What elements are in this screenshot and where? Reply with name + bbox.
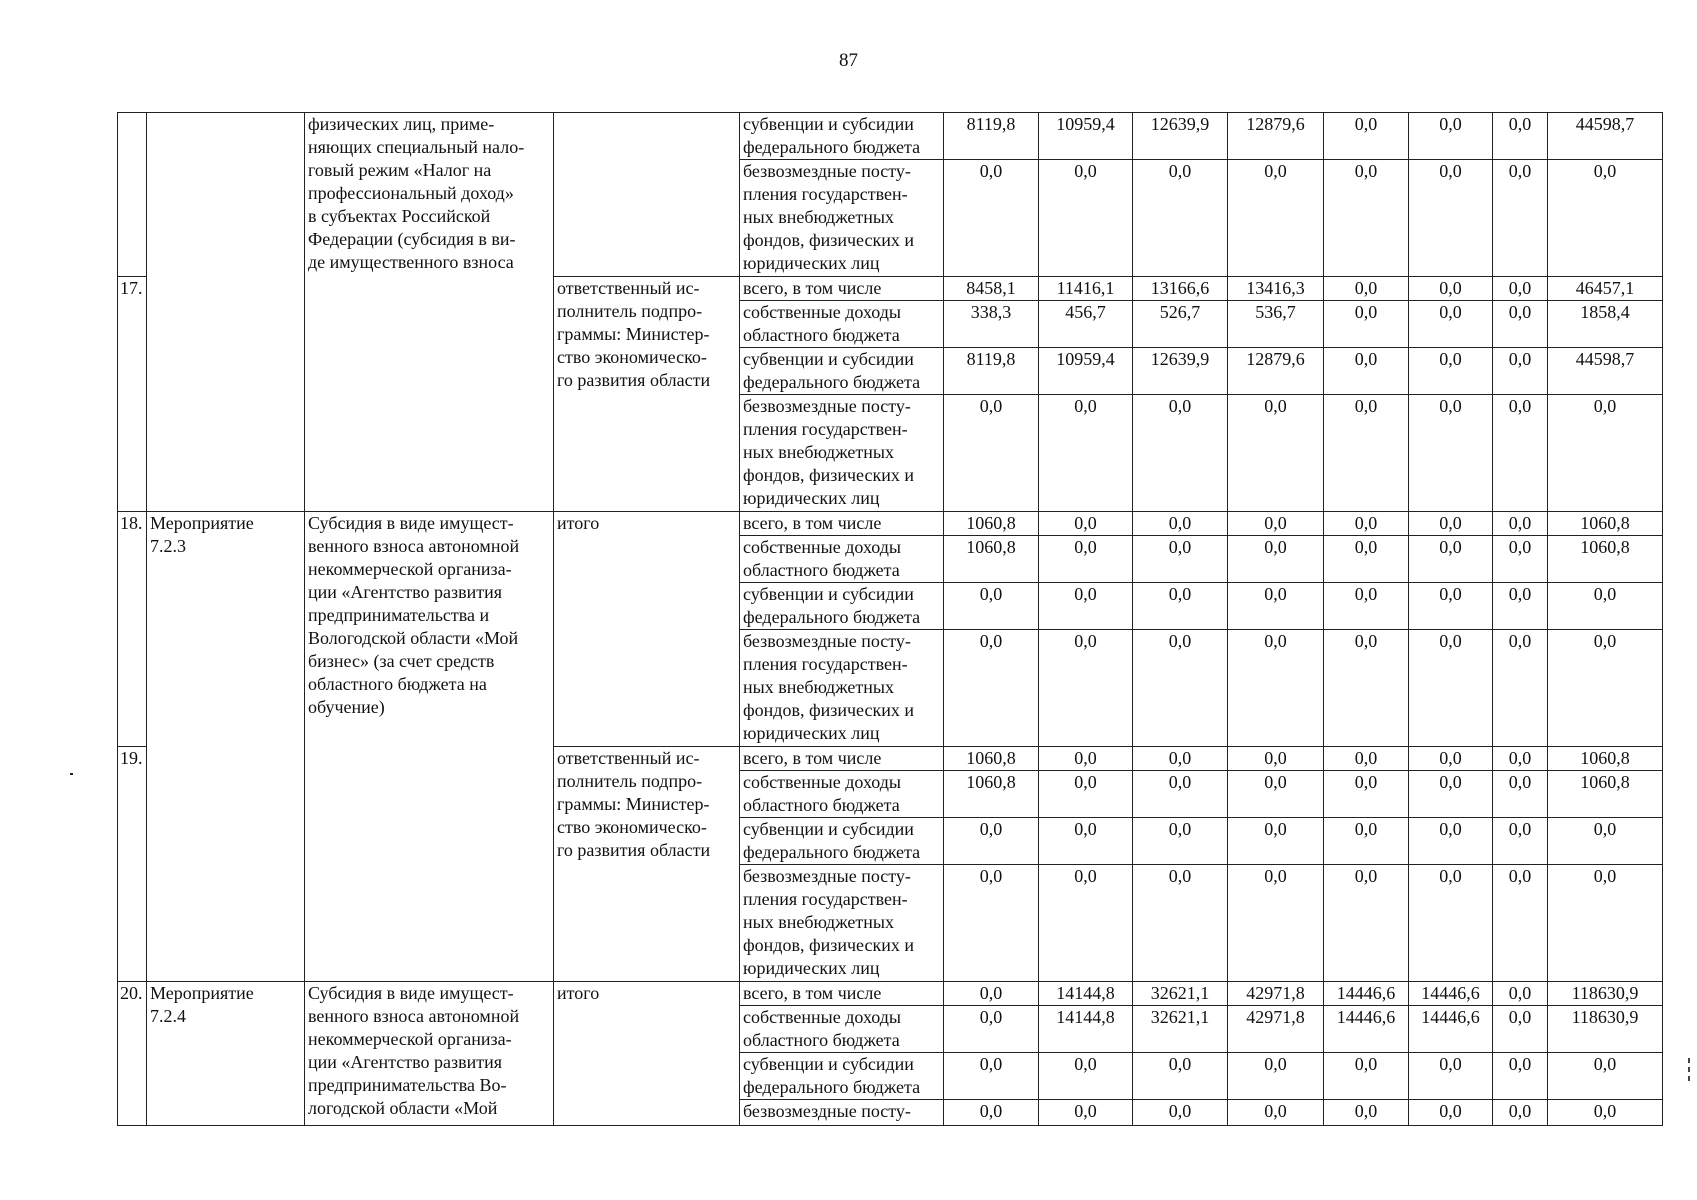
value-cell: 14446,6: [1324, 1006, 1409, 1053]
value-cell: 0,0: [1409, 583, 1493, 630]
value-cell: 0,0: [1493, 113, 1548, 160]
value-cell: 0,0: [1039, 1053, 1133, 1100]
value-cell: 0,0: [1133, 583, 1228, 630]
value-cell: 42971,8: [1228, 982, 1324, 1006]
event-description-cell: Субсидия в виде имущест- венного взноса автономной некоммерческой организа- ции «Агентство развития предпринимательства и Вологодской области «Мой бизнес» (за счет средств областного бюджета на обучение): [305, 512, 554, 982]
row-number-cell: 18.: [118, 512, 147, 747]
funding-source-cell: безвозмездные посту-: [740, 1100, 944, 1126]
value-cell: 1060,8: [1548, 536, 1663, 583]
value-cell: 13416,3: [1228, 277, 1324, 301]
value-cell: 118630,9: [1548, 982, 1663, 1006]
funding-source-cell: всего, в том числе: [740, 512, 944, 536]
value-cell: 44598,7: [1548, 113, 1663, 160]
table-row: [118, 982, 1663, 1006]
value-cell: 0,0: [944, 630, 1039, 747]
funding-source-cell: субвенции и субсидии федерального бюджета: [740, 1053, 944, 1100]
value-cell: 0,0: [1324, 630, 1409, 747]
executor-cell: итого: [554, 982, 740, 1126]
value-cell: 0,0: [1493, 630, 1548, 747]
value-cell: 0,0: [1133, 1053, 1228, 1100]
value-cell: 10959,4: [1039, 113, 1133, 160]
value-cell: 14446,6: [1409, 1006, 1493, 1053]
value-cell: 0,0: [1493, 818, 1548, 865]
value-cell: 0,0: [1493, 536, 1548, 583]
event-description-cell: физических лиц, приме- няющих специальный нало- говый режим «Налог на профессиональный доход» в субъектах Российской Федерации (субсидия в ви- де имущественного взноса: [305, 113, 554, 512]
value-cell: 14446,6: [1409, 982, 1493, 1006]
value-cell: 0,0: [944, 395, 1039, 512]
funding-source-cell: безвозмездные посту- пления государствен- ных внебюджетных фондов, физических и юридических лиц: [740, 395, 944, 512]
value-cell: 456,7: [1039, 301, 1133, 348]
value-cell: 1858,4: [1548, 301, 1663, 348]
value-cell: 0,0: [1039, 160, 1133, 277]
value-cell: 0,0: [1493, 160, 1548, 277]
value-cell: 0,0: [1228, 747, 1324, 771]
funding-source-cell: субвенции и субсидии федерального бюджета: [740, 583, 944, 630]
value-cell: 0,0: [1133, 395, 1228, 512]
value-cell: 0,0: [1133, 160, 1228, 277]
executor-cell: ответственный ис- полнитель подпро- граммы: Министер- ство экономическо- го развития области: [554, 277, 740, 512]
value-cell: 0,0: [1324, 771, 1409, 818]
value-cell: 12879,6: [1228, 348, 1324, 395]
value-cell: 32621,1: [1133, 1006, 1228, 1053]
value-cell: 118630,9: [1548, 1006, 1663, 1053]
value-cell: 11416,1: [1039, 277, 1133, 301]
value-cell: 12639,9: [1133, 348, 1228, 395]
funding-source-cell: собственные доходы областного бюджета: [740, 536, 944, 583]
row-number-cell: 17.: [118, 277, 147, 512]
value-cell: 0,0: [1409, 536, 1493, 583]
value-cell: 0,0: [1039, 865, 1133, 982]
value-cell: 0,0: [1409, 1053, 1493, 1100]
funding-source-cell: субвенции и субсидии федерального бюджета: [740, 818, 944, 865]
value-cell: 0,0: [1228, 395, 1324, 512]
executor-cell: итого: [554, 512, 740, 747]
value-cell: 0,0: [1493, 747, 1548, 771]
value-cell: 0,0: [1324, 160, 1409, 277]
event-description-cell: Субсидия в виде имущест- венного взноса автономной некоммерческой организа- ции «Агентство развития предпринимательства Во- логодской области «Мой: [305, 982, 554, 1126]
value-cell: 0,0: [1409, 395, 1493, 512]
value-cell: 14144,8: [1039, 982, 1133, 1006]
value-cell: 0,0: [1493, 512, 1548, 536]
value-cell: 8119,8: [944, 113, 1039, 160]
value-cell: 8458,1: [944, 277, 1039, 301]
value-cell: 0,0: [1228, 818, 1324, 865]
funding-source-cell: субвенции и субсидии федерального бюджета: [740, 113, 944, 160]
value-cell: 0,0: [1409, 771, 1493, 818]
value-cell: 0,0: [1228, 160, 1324, 277]
value-cell: 14446,6: [1324, 982, 1409, 1006]
value-cell: 0,0: [1409, 113, 1493, 160]
value-cell: 8119,8: [944, 348, 1039, 395]
value-cell: 0,0: [1324, 818, 1409, 865]
value-cell: 0,0: [1324, 747, 1409, 771]
value-cell: 0,0: [1324, 512, 1409, 536]
value-cell: 0,0: [1493, 1100, 1548, 1126]
value-cell: 0,0: [1548, 818, 1663, 865]
value-cell: 0,0: [1409, 277, 1493, 301]
value-cell: 1060,8: [944, 771, 1039, 818]
value-cell: 0,0: [1324, 583, 1409, 630]
value-cell: 0,0: [1133, 865, 1228, 982]
funding-source-cell: безвозмездные посту- пления государствен- ных внебюджетных фондов, физических и юридических лиц: [740, 160, 944, 277]
value-cell: 13166,6: [1133, 277, 1228, 301]
table-row: [118, 113, 1663, 160]
value-cell: 0,0: [1228, 771, 1324, 818]
value-cell: 0,0: [1228, 630, 1324, 747]
funding-source-cell: собственные доходы областного бюджета: [740, 1006, 944, 1053]
executor-cell: [554, 113, 740, 277]
value-cell: 0,0: [1133, 536, 1228, 583]
value-cell: 0,0: [1039, 1100, 1133, 1126]
value-cell: 1060,8: [944, 512, 1039, 536]
value-cell: 0,0: [1493, 277, 1548, 301]
value-cell: 0,0: [1324, 536, 1409, 583]
value-cell: 0,0: [1228, 1100, 1324, 1126]
budget-table: [117, 112, 1663, 1126]
value-cell: 0,0: [944, 982, 1039, 1006]
value-cell: 0,0: [1409, 818, 1493, 865]
value-cell: 0,0: [1324, 277, 1409, 301]
value-cell: 0,0: [1039, 818, 1133, 865]
funding-source-cell: собственные доходы областного бюджета: [740, 301, 944, 348]
value-cell: 0,0: [1039, 583, 1133, 630]
value-cell: 0,0: [1228, 1053, 1324, 1100]
value-cell: 0,0: [1548, 395, 1663, 512]
value-cell: 0,0: [1039, 771, 1133, 818]
value-cell: 0,0: [1133, 747, 1228, 771]
value-cell: 0,0: [1324, 113, 1409, 160]
funding-source-cell: безвозмездные посту- пления государствен- ных внебюджетных фондов, физических и юридических лиц: [740, 865, 944, 982]
value-cell: 0,0: [1493, 583, 1548, 630]
value-cell: 0,0: [1493, 301, 1548, 348]
value-cell: 0,0: [1493, 865, 1548, 982]
value-cell: 0,0: [1324, 395, 1409, 512]
value-cell: 0,0: [944, 1100, 1039, 1126]
value-cell: 0,0: [1133, 818, 1228, 865]
value-cell: 0,0: [1133, 512, 1228, 536]
value-cell: 0,0: [1548, 1100, 1663, 1126]
scan-edge-mark: [1688, 1067, 1690, 1072]
value-cell: 12639,9: [1133, 113, 1228, 160]
value-cell: 0,0: [1493, 771, 1548, 818]
value-cell: 0,0: [1493, 982, 1548, 1006]
funding-source-cell: всего, в том числе: [740, 982, 944, 1006]
value-cell: 1060,8: [1548, 771, 1663, 818]
funding-source-cell: всего, в том числе: [740, 747, 944, 771]
row-number-cell: [118, 113, 147, 277]
value-cell: 0,0: [1039, 512, 1133, 536]
value-cell: 0,0: [1133, 771, 1228, 818]
value-cell: 44598,7: [1548, 348, 1663, 395]
value-cell: 536,7: [1228, 301, 1324, 348]
value-cell: 0,0: [1324, 1053, 1409, 1100]
value-cell: 0,0: [1548, 160, 1663, 277]
value-cell: 0,0: [944, 865, 1039, 982]
value-cell: 0,0: [1228, 536, 1324, 583]
value-cell: 0,0: [1039, 536, 1133, 583]
event-code-cell: Мероприятие 7.2.3: [147, 512, 305, 982]
budget-table-body: [118, 113, 1663, 1126]
value-cell: 12879,6: [1228, 113, 1324, 160]
value-cell: 10959,4: [1039, 348, 1133, 395]
value-cell: 0,0: [1228, 512, 1324, 536]
value-cell: 0,0: [1039, 630, 1133, 747]
scan-speck: [70, 773, 73, 775]
value-cell: 0,0: [1409, 865, 1493, 982]
value-cell: 0,0: [1228, 865, 1324, 982]
scan-edge-mark: [1688, 1076, 1690, 1081]
value-cell: 0,0: [1493, 1053, 1548, 1100]
value-cell: 0,0: [1324, 348, 1409, 395]
value-cell: 0,0: [1039, 747, 1133, 771]
value-cell: 0,0: [1493, 1006, 1548, 1053]
value-cell: 0,0: [1228, 583, 1324, 630]
value-cell: 42971,8: [1228, 1006, 1324, 1053]
value-cell: 526,7: [1133, 301, 1228, 348]
value-cell: 0,0: [1409, 160, 1493, 277]
value-cell: 0,0: [1039, 395, 1133, 512]
value-cell: 0,0: [1409, 747, 1493, 771]
event-code-cell: [147, 113, 305, 512]
scan-edge-mark: [1688, 1058, 1690, 1063]
value-cell: 0,0: [1548, 630, 1663, 747]
table-row: [118, 512, 1663, 536]
value-cell: 0,0: [1324, 1100, 1409, 1126]
value-cell: 0,0: [1133, 1100, 1228, 1126]
value-cell: 0,0: [944, 818, 1039, 865]
value-cell: 0,0: [1409, 301, 1493, 348]
value-cell: 0,0: [944, 160, 1039, 277]
value-cell: 0,0: [1548, 1053, 1663, 1100]
value-cell: 0,0: [1324, 865, 1409, 982]
funding-source-cell: собственные доходы областного бюджета: [740, 771, 944, 818]
value-cell: 0,0: [1493, 395, 1548, 512]
value-cell: 338,3: [944, 301, 1039, 348]
funding-source-cell: безвозмездные посту- пления государствен- ных внебюджетных фондов, физических и юридических лиц: [740, 630, 944, 747]
value-cell: 0,0: [1409, 630, 1493, 747]
value-cell: 0,0: [1409, 348, 1493, 395]
row-number-cell: 20.: [118, 982, 147, 1126]
value-cell: 1060,8: [944, 747, 1039, 771]
executor-cell: ответственный ис- полнитель подпро- граммы: Министер- ство экономическо- го развития области: [554, 747, 740, 982]
value-cell: 1060,8: [1548, 747, 1663, 771]
value-cell: 0,0: [1409, 512, 1493, 536]
value-cell: 0,0: [1324, 301, 1409, 348]
value-cell: 0,0: [944, 1006, 1039, 1053]
value-cell: 0,0: [1493, 348, 1548, 395]
funding-source-cell: всего, в том числе: [740, 277, 944, 301]
row-number-cell: 19.: [118, 747, 147, 982]
value-cell: 0,0: [1548, 583, 1663, 630]
page-number: 87: [839, 50, 858, 71]
value-cell: 0,0: [1548, 865, 1663, 982]
value-cell: 0,0: [944, 583, 1039, 630]
funding-source-cell: субвенции и субсидии федерального бюджета: [740, 348, 944, 395]
value-cell: 1060,8: [1548, 512, 1663, 536]
value-cell: 46457,1: [1548, 277, 1663, 301]
value-cell: 0,0: [944, 1053, 1039, 1100]
value-cell: 32621,1: [1133, 982, 1228, 1006]
event-code-cell: Мероприятие 7.2.4: [147, 982, 305, 1126]
value-cell: 14144,8: [1039, 1006, 1133, 1053]
value-cell: 0,0: [1133, 630, 1228, 747]
value-cell: 0,0: [1409, 1100, 1493, 1126]
value-cell: 1060,8: [944, 536, 1039, 583]
